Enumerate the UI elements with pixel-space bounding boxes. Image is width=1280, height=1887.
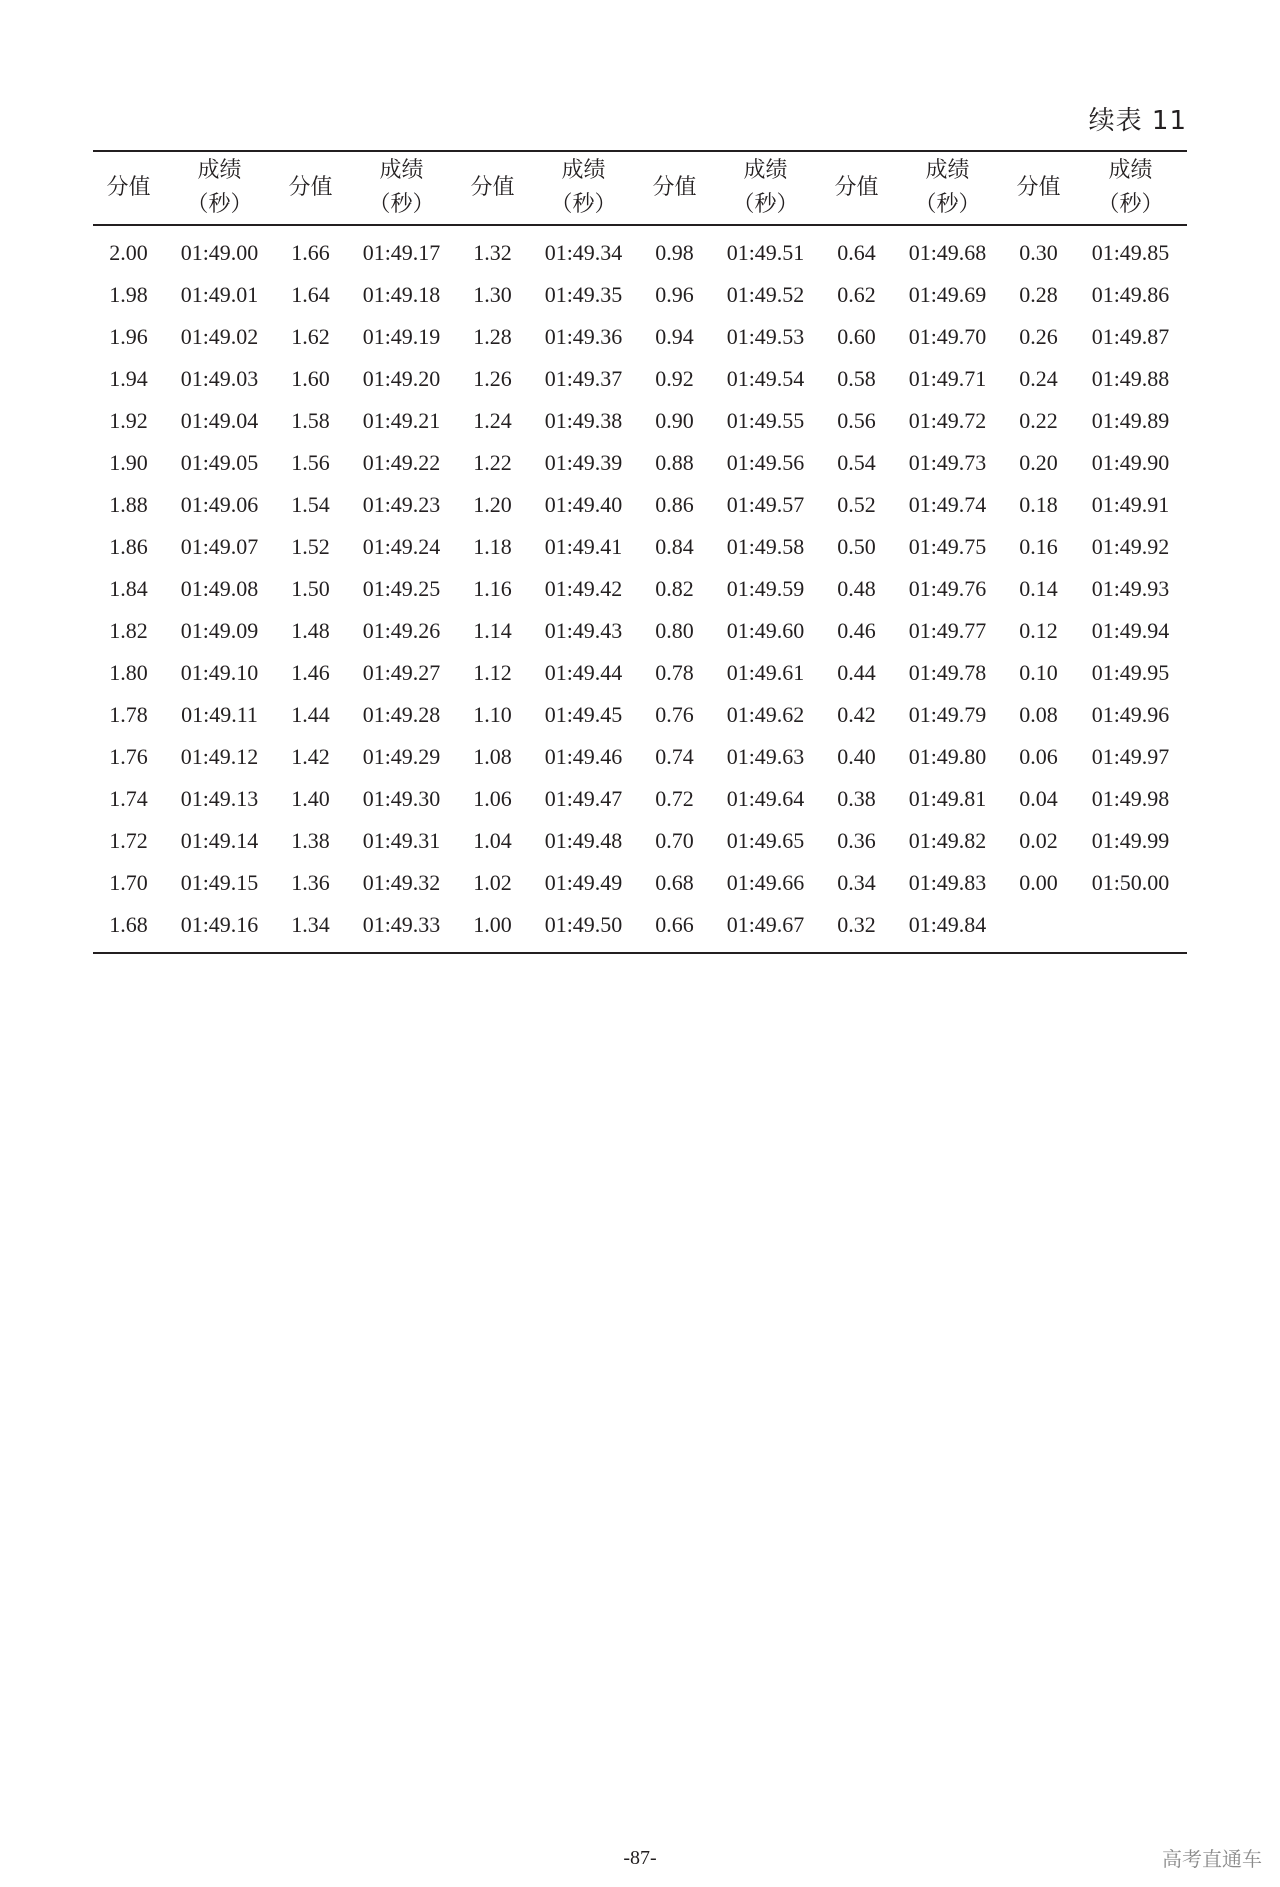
table-row bbox=[93, 400, 1187, 442]
time-cell: 01:49.47 bbox=[544, 786, 623, 811]
time-cell: 01:49.14 bbox=[180, 828, 259, 853]
score-cell: 0.68 bbox=[655, 870, 694, 895]
time-cell: 01:49.81 bbox=[908, 786, 987, 811]
score-cell: 0.88 bbox=[655, 450, 694, 475]
score-cell: 1.66 bbox=[291, 240, 330, 265]
time-cell: 01:49.79 bbox=[908, 702, 987, 727]
score-cell: 1.84 bbox=[109, 576, 148, 601]
score-cell: 1.20 bbox=[473, 492, 512, 517]
table-row bbox=[93, 778, 1187, 820]
score-cell: 0.28 bbox=[1019, 282, 1058, 307]
score-cell: 1.44 bbox=[291, 702, 330, 727]
score-cell: 1.54 bbox=[291, 492, 330, 517]
score-cell: 0.60 bbox=[837, 324, 876, 349]
header-unit: （秒） bbox=[368, 192, 435, 217]
header-label: 成绩 bbox=[925, 158, 970, 183]
time-cell: 01:49.49 bbox=[544, 870, 623, 895]
score-cell: 1.88 bbox=[109, 492, 148, 517]
time-cell: 01:49.42 bbox=[544, 576, 623, 601]
time-cell: 01:49.51 bbox=[726, 240, 805, 265]
header-unit: （秒） bbox=[1097, 192, 1164, 217]
time-cell: 01:49.04 bbox=[180, 408, 259, 433]
score-cell: 0.14 bbox=[1019, 576, 1058, 601]
score-cell: 1.64 bbox=[291, 282, 330, 307]
time-cell: 01:49.40 bbox=[544, 492, 623, 517]
header-time bbox=[346, 151, 457, 225]
time-cell: 01:49.44 bbox=[544, 660, 623, 685]
score-cell: 1.96 bbox=[109, 324, 148, 349]
score-cell: 1.62 bbox=[291, 324, 330, 349]
header-label: 成绩 bbox=[1108, 158, 1153, 183]
time-cell: 01:49.22 bbox=[362, 450, 441, 475]
table-row bbox=[93, 736, 1187, 778]
score-cell: 0.40 bbox=[837, 744, 876, 769]
table-row bbox=[93, 694, 1187, 736]
score-cell: 1.86 bbox=[109, 534, 148, 559]
score-cell: 1.38 bbox=[291, 828, 330, 853]
score-cell: 1.48 bbox=[291, 618, 330, 643]
score-cell: 1.50 bbox=[291, 576, 330, 601]
time-cell: 01:49.85 bbox=[1091, 240, 1170, 265]
score-cell: 0.96 bbox=[655, 282, 694, 307]
time-cell: 01:49.11 bbox=[181, 702, 258, 727]
score-cell: 1.40 bbox=[291, 786, 330, 811]
time-cell: 01:49.34 bbox=[544, 240, 623, 265]
table-row bbox=[93, 316, 1187, 358]
header-score bbox=[639, 151, 710, 225]
score-cell: 1.08 bbox=[473, 744, 512, 769]
time-cell: 01:49.09 bbox=[180, 618, 259, 643]
score-cell: 0.74 bbox=[655, 744, 694, 769]
time-cell: 01:49.91 bbox=[1091, 492, 1170, 517]
score-cell: 1.46 bbox=[291, 660, 330, 685]
time-cell: 01:49.54 bbox=[726, 366, 805, 391]
score-cell: 0.06 bbox=[1019, 744, 1058, 769]
time-cell: 01:49.41 bbox=[544, 534, 623, 559]
score-cell: 0.08 bbox=[1019, 702, 1058, 727]
score-cell: 1.34 bbox=[291, 912, 330, 937]
time-cell: 01:49.10 bbox=[180, 660, 259, 685]
score-cell: 0.36 bbox=[837, 828, 876, 853]
time-cell: 01:49.03 bbox=[180, 366, 259, 391]
score-cell: 0.92 bbox=[655, 366, 694, 391]
time-cell: 01:49.17 bbox=[362, 240, 441, 265]
time-cell: 01:49.27 bbox=[362, 660, 441, 685]
time-cell: 01:49.23 bbox=[362, 492, 441, 517]
time-cell: 01:49.48 bbox=[544, 828, 623, 853]
score-cell: 1.92 bbox=[109, 408, 148, 433]
time-cell: 01:49.43 bbox=[544, 618, 623, 643]
score-cell: 0.20 bbox=[1019, 450, 1058, 475]
time-cell: 01:49.88 bbox=[1091, 366, 1170, 391]
time-cell: 01:49.82 bbox=[908, 828, 987, 853]
time-cell: 01:49.69 bbox=[908, 282, 987, 307]
score-cell: 1.02 bbox=[473, 870, 512, 895]
score-cell: 0.58 bbox=[837, 366, 876, 391]
score-cell: 0.94 bbox=[655, 324, 694, 349]
time-cell: 01:49.95 bbox=[1091, 660, 1170, 685]
score-cell: 0.82 bbox=[655, 576, 694, 601]
score-cell: 0.22 bbox=[1019, 408, 1058, 433]
header-score bbox=[93, 151, 164, 225]
score-cell: 0.62 bbox=[837, 282, 876, 307]
table-row bbox=[93, 610, 1187, 652]
table-row bbox=[93, 442, 1187, 484]
header-row bbox=[93, 151, 1187, 225]
time-cell: 01:49.31 bbox=[362, 828, 441, 853]
table-row bbox=[93, 652, 1187, 694]
score-cell bbox=[1003, 904, 1074, 953]
time-cell: 01:49.01 bbox=[180, 282, 259, 307]
time-cell: 01:49.57 bbox=[726, 492, 805, 517]
time-cell: 01:49.98 bbox=[1091, 786, 1170, 811]
time-cell: 01:49.83 bbox=[908, 870, 987, 895]
time-cell: 01:49.76 bbox=[908, 576, 987, 601]
time-cell: 01:49.78 bbox=[908, 660, 987, 685]
score-cell: 0.42 bbox=[837, 702, 876, 727]
time-cell: 01:49.71 bbox=[908, 366, 987, 391]
time-cell: 01:49.05 bbox=[180, 450, 259, 475]
time-cell: 01:49.84 bbox=[908, 912, 987, 937]
time-cell: 01:49.94 bbox=[1091, 618, 1170, 643]
score-cell: 0.24 bbox=[1019, 366, 1058, 391]
header-label: 分值 bbox=[1016, 175, 1061, 200]
time-cell: 01:49.74 bbox=[908, 492, 987, 517]
time-cell: 01:49.58 bbox=[726, 534, 805, 559]
score-cell: 1.52 bbox=[291, 534, 330, 559]
time-cell: 01:49.68 bbox=[908, 240, 987, 265]
table-row bbox=[93, 568, 1187, 610]
header-unit: （秒） bbox=[914, 192, 981, 217]
score-cell: 0.16 bbox=[1019, 534, 1058, 559]
score-cell: 1.32 bbox=[473, 240, 512, 265]
time-cell: 01:49.53 bbox=[726, 324, 805, 349]
time-cell: 01:49.52 bbox=[726, 282, 805, 307]
time-cell: 01:49.36 bbox=[544, 324, 623, 349]
score-cell: 1.28 bbox=[473, 324, 512, 349]
score-cell: 1.58 bbox=[291, 408, 330, 433]
header-unit: （秒） bbox=[550, 192, 617, 217]
score-cell: 0.18 bbox=[1019, 492, 1058, 517]
time-cell: 01:49.15 bbox=[180, 870, 259, 895]
time-cell: 01:49.66 bbox=[726, 870, 805, 895]
score-cell: 1.72 bbox=[109, 828, 148, 853]
header-label: 成绩 bbox=[197, 158, 242, 183]
score-cell: 0.32 bbox=[837, 912, 876, 937]
time-cell: 01:50.00 bbox=[1091, 870, 1170, 895]
time-cell: 01:49.08 bbox=[180, 576, 259, 601]
table-row bbox=[93, 274, 1187, 316]
score-cell: 0.64 bbox=[837, 240, 876, 265]
time-cell: 01:49.33 bbox=[362, 912, 441, 937]
score-cell: 0.72 bbox=[655, 786, 694, 811]
time-cell: 01:49.55 bbox=[726, 408, 805, 433]
header-time bbox=[528, 151, 639, 225]
score-cell: 0.76 bbox=[655, 702, 694, 727]
header-time bbox=[164, 151, 275, 225]
time-cell: 01:49.70 bbox=[908, 324, 987, 349]
header-score bbox=[1003, 151, 1074, 225]
time-cell: 01:49.64 bbox=[726, 786, 805, 811]
time-cell: 01:49.96 bbox=[1091, 702, 1170, 727]
score-cell: 1.70 bbox=[109, 870, 148, 895]
score-cell: 0.12 bbox=[1019, 618, 1058, 643]
time-cell: 01:49.73 bbox=[908, 450, 987, 475]
time-cell: 01:49.75 bbox=[908, 534, 987, 559]
table-row bbox=[93, 862, 1187, 904]
header-time bbox=[710, 151, 821, 225]
score-cell: 0.38 bbox=[837, 786, 876, 811]
table-row bbox=[93, 526, 1187, 568]
time-cell: 01:49.72 bbox=[908, 408, 987, 433]
time-cell: 01:49.92 bbox=[1091, 534, 1170, 559]
score-cell: 1.60 bbox=[291, 366, 330, 391]
score-cell: 1.14 bbox=[473, 618, 512, 643]
time-cell: 01:49.20 bbox=[362, 366, 441, 391]
time-cell: 01:49.32 bbox=[362, 870, 441, 895]
table-row bbox=[93, 904, 1187, 953]
time-cell: 01:49.62 bbox=[726, 702, 805, 727]
table-row bbox=[93, 484, 1187, 526]
score-cell: 1.10 bbox=[473, 702, 512, 727]
table-row bbox=[93, 820, 1187, 862]
header-score bbox=[457, 151, 528, 225]
score-cell: 1.36 bbox=[291, 870, 330, 895]
header-score bbox=[275, 151, 346, 225]
score-cell: 0.90 bbox=[655, 408, 694, 433]
time-cell: 01:49.07 bbox=[180, 534, 259, 559]
score-cell: 0.56 bbox=[837, 408, 876, 433]
header-label: 分值 bbox=[652, 175, 697, 200]
score-cell: 0.46 bbox=[837, 618, 876, 643]
score-cell: 0.48 bbox=[837, 576, 876, 601]
time-cell: 01:49.89 bbox=[1091, 408, 1170, 433]
time-cell: 01:49.02 bbox=[180, 324, 259, 349]
time-cell: 01:49.87 bbox=[1091, 324, 1170, 349]
header-time bbox=[892, 151, 1003, 225]
time-cell: 01:49.26 bbox=[362, 618, 441, 643]
time-cell: 01:49.93 bbox=[1091, 576, 1170, 601]
score-cell: 0.34 bbox=[837, 870, 876, 895]
score-cell: 1.42 bbox=[291, 744, 330, 769]
time-cell: 01:49.90 bbox=[1091, 450, 1170, 475]
time-cell: 01:49.39 bbox=[544, 450, 623, 475]
header-label: 分值 bbox=[106, 175, 151, 200]
score-cell: 0.30 bbox=[1019, 240, 1058, 265]
score-cell: 1.82 bbox=[109, 618, 148, 643]
time-cell: 01:49.30 bbox=[362, 786, 441, 811]
table-header bbox=[93, 151, 1187, 225]
score-cell: 1.68 bbox=[109, 912, 148, 937]
time-cell: 01:49.25 bbox=[362, 576, 441, 601]
time-cell: 01:49.59 bbox=[726, 576, 805, 601]
time-cell: 01:49.77 bbox=[908, 618, 987, 643]
watermark: 高考直通车 bbox=[1162, 1847, 1262, 1871]
time-cell: 01:49.06 bbox=[180, 492, 259, 517]
score-cell: 0.26 bbox=[1019, 324, 1058, 349]
header-label: 成绩 bbox=[561, 158, 606, 183]
time-cell: 01:49.29 bbox=[362, 744, 441, 769]
score-cell: 1.74 bbox=[109, 786, 148, 811]
score-cell: 1.12 bbox=[473, 660, 512, 685]
time-cell: 01:49.18 bbox=[362, 282, 441, 307]
header-time bbox=[1074, 151, 1187, 225]
time-cell: 01:49.38 bbox=[544, 408, 623, 433]
header-label: 成绩 bbox=[379, 158, 424, 183]
time-cell: 01:49.80 bbox=[908, 744, 987, 769]
score-cell: 1.04 bbox=[473, 828, 512, 853]
header-label: 分值 bbox=[470, 175, 515, 200]
score-cell: 0.44 bbox=[837, 660, 876, 685]
header-unit: （秒） bbox=[186, 192, 253, 217]
score-cell: 0.70 bbox=[655, 828, 694, 853]
table-row bbox=[93, 225, 1187, 274]
score-cell: 1.56 bbox=[291, 450, 330, 475]
score-cell: 1.22 bbox=[473, 450, 512, 475]
score-cell: 0.50 bbox=[837, 534, 876, 559]
score-cell: 0.86 bbox=[655, 492, 694, 517]
score-cell: 1.98 bbox=[109, 282, 148, 307]
time-cell: 01:49.24 bbox=[362, 534, 441, 559]
score-cell: 1.24 bbox=[473, 408, 512, 433]
time-cell: 01:49.60 bbox=[726, 618, 805, 643]
score-cell: 1.26 bbox=[473, 366, 512, 391]
time-cell: 01:49.99 bbox=[1091, 828, 1170, 853]
header-label: 成绩 bbox=[743, 158, 788, 183]
time-cell: 01:49.21 bbox=[362, 408, 441, 433]
score-cell: 0.54 bbox=[837, 450, 876, 475]
time-cell: 01:49.86 bbox=[1091, 282, 1170, 307]
time-cell: 01:49.35 bbox=[544, 282, 623, 307]
score-cell: 1.06 bbox=[473, 786, 512, 811]
score-cell: 0.10 bbox=[1019, 660, 1058, 685]
score-cell: 0.98 bbox=[655, 240, 694, 265]
time-cell: 01:49.61 bbox=[726, 660, 805, 685]
score-cell: 1.80 bbox=[109, 660, 148, 685]
score-cell: 1.94 bbox=[109, 366, 148, 391]
time-cell: 01:49.00 bbox=[180, 240, 259, 265]
time-cell: 01:49.50 bbox=[544, 912, 623, 937]
score-cell: 1.78 bbox=[109, 702, 148, 727]
score-cell: 0.78 bbox=[655, 660, 694, 685]
score-cell: 1.30 bbox=[473, 282, 512, 307]
time-cell: 01:49.19 bbox=[362, 324, 441, 349]
score-cell: 0.66 bbox=[655, 912, 694, 937]
time-cell: 01:49.12 bbox=[180, 744, 259, 769]
time-cell: 01:49.45 bbox=[544, 702, 623, 727]
time-cell bbox=[1074, 904, 1187, 953]
time-cell: 01:49.28 bbox=[362, 702, 441, 727]
score-cell: 1.16 bbox=[473, 576, 512, 601]
score-cell: 1.00 bbox=[473, 912, 512, 937]
time-cell: 01:49.67 bbox=[726, 912, 805, 937]
score-table bbox=[93, 150, 1187, 954]
time-cell: 01:49.63 bbox=[726, 744, 805, 769]
score-cell: 0.80 bbox=[655, 618, 694, 643]
header-score bbox=[821, 151, 892, 225]
score-cell: 1.90 bbox=[109, 450, 148, 475]
score-cell: 2.00 bbox=[109, 240, 148, 265]
score-cell: 0.04 bbox=[1019, 786, 1058, 811]
time-cell: 01:49.56 bbox=[726, 450, 805, 475]
time-cell: 01:49.97 bbox=[1091, 744, 1170, 769]
score-cell: 0.02 bbox=[1019, 828, 1058, 853]
score-cell: 1.18 bbox=[473, 534, 512, 559]
header-label: 分值 bbox=[834, 175, 879, 200]
score-cell: 0.84 bbox=[655, 534, 694, 559]
score-cell: 1.76 bbox=[109, 744, 148, 769]
page-number: -87- bbox=[623, 1847, 657, 1869]
time-cell: 01:49.46 bbox=[544, 744, 623, 769]
score-cell: 0.00 bbox=[1019, 870, 1058, 895]
time-cell: 01:49.65 bbox=[726, 828, 805, 853]
header-unit: （秒） bbox=[732, 192, 799, 217]
time-cell: 01:49.37 bbox=[544, 366, 623, 391]
table-row bbox=[93, 358, 1187, 400]
header-label: 分值 bbox=[288, 175, 333, 200]
time-cell: 01:49.16 bbox=[180, 912, 259, 937]
time-cell: 01:49.13 bbox=[180, 786, 259, 811]
table-body bbox=[93, 225, 1187, 953]
table-caption: 续表 11 bbox=[1088, 106, 1187, 136]
score-cell: 0.52 bbox=[837, 492, 876, 517]
